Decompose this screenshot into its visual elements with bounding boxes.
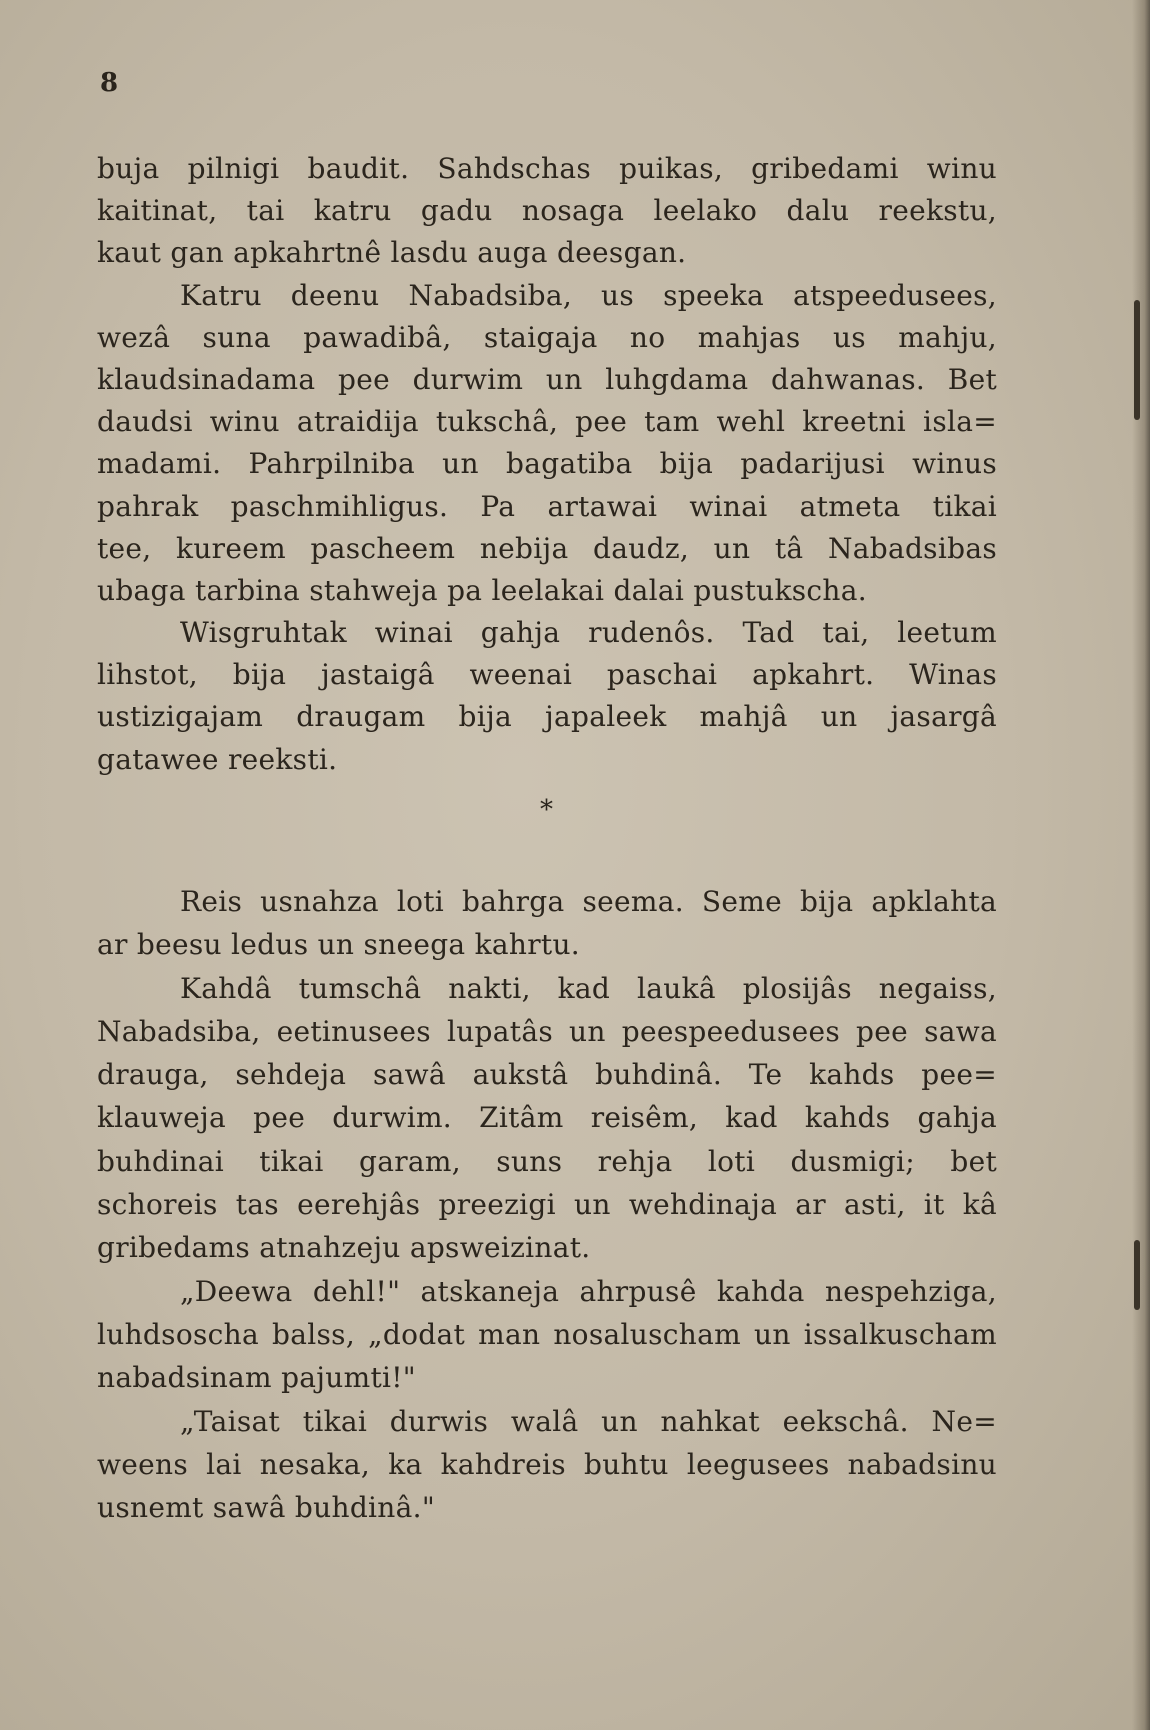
binding-mark	[1134, 1240, 1140, 1310]
text-line: nabadsinam pajumti!"	[97, 1361, 416, 1395]
text-line: Kahdâ tumschâ nakti, kad laukâ plosijâs negaiss,	[180, 971, 997, 1005]
text-line: gribedams atnahzeju apsweizinat.	[97, 1231, 591, 1265]
text-line: ustizigajam draugam bija japaleek mahjâ un jasargâ	[97, 700, 997, 734]
text-line: „Taisat tikai durwis walâ un nahkat eekschâ. Ne=	[180, 1404, 997, 1438]
section-break-asterisk: *	[540, 795, 553, 825]
text-line: klauweja pee durwim. Zitâm reisêm, kad kahds gahja	[97, 1101, 997, 1135]
text-line: Wisgruhtak winai gahja rudenôs. Tad tai, leetum	[180, 616, 997, 650]
text-line: Reis usnahza loti bahrga seema. Seme bija apklahta	[180, 885, 997, 918]
text-line: usnemt sawâ buhdinâ."	[97, 1491, 436, 1525]
page-edge-shadow	[1132, 0, 1150, 1730]
text-line: gatawee reeksti.	[97, 742, 338, 776]
text-line: lihstot, bija jastaigâ weenai paschai apkahrt. Winas	[97, 658, 997, 692]
text-line: kaut gan apkahrtnê lasdu auga deesgan.	[97, 236, 687, 270]
text-line: klaudsinadama pee durwim un luhgdama dahwanas. Bet	[97, 362, 997, 396]
text-line: schoreis tas eerehjâs preezigi un wehdinaja ar asti, it kâ	[97, 1188, 997, 1222]
text-line: wezâ suna pawadibâ, staigaja no mahjas us mahju,	[97, 320, 997, 354]
text-line: daudsi winu atraidija tukschâ, pee tam wehl kreetni isla=	[97, 405, 997, 439]
text-line: buhdinai tikai garam, suns rehja loti dusmigi; bet	[97, 1144, 997, 1178]
text-line: Nabadsiba, eetinusees lupatâs un peespeedusees pee sawa	[97, 1014, 997, 1048]
text-line: pahrak paschmihligus. Pa artawai winai atmeta tikai	[97, 489, 997, 523]
text-line: tee, kureem pascheem nebija daudz, un tâ Nabadsibas	[97, 531, 997, 565]
body-text-top	[97, 148, 997, 781]
text-line: Katru deenu Nabadsiba, us speeka atspeedusees,	[180, 278, 997, 312]
text-line: buja pilnigi baudit. Sahdschas puikas, gribedami winu	[97, 152, 997, 185]
text-line: ar beesu ledus un sneega kahrtu.	[97, 928, 580, 962]
text-line: kaitinat, tai katru gadu nosaga leelako dalu reekstu,	[97, 194, 997, 228]
text-line: ubaga tarbina stahweja pa leelakai dalai pustukscha.	[97, 573, 867, 607]
text-line: madami. Pahrpilniba un bagatiba bija padarijusi winus	[97, 447, 997, 481]
text-line: drauga, sehdeja sawâ aukstâ buhdinâ. Te kahds pee=	[97, 1058, 997, 1092]
text-line: luhdsoscha balss, „dodat man nosaluscham un issalkuscham	[97, 1317, 997, 1351]
body-text-bottom	[97, 880, 997, 1529]
text-line: „Deewa dehl!" atskaneja ahrpusê kahda nespehziga,	[180, 1274, 997, 1308]
page-number: 8	[100, 68, 119, 98]
text-line: weens lai nesaka, ka kahdreis buhtu leegusees nabadsinu	[97, 1447, 997, 1481]
binding-mark	[1134, 300, 1140, 420]
